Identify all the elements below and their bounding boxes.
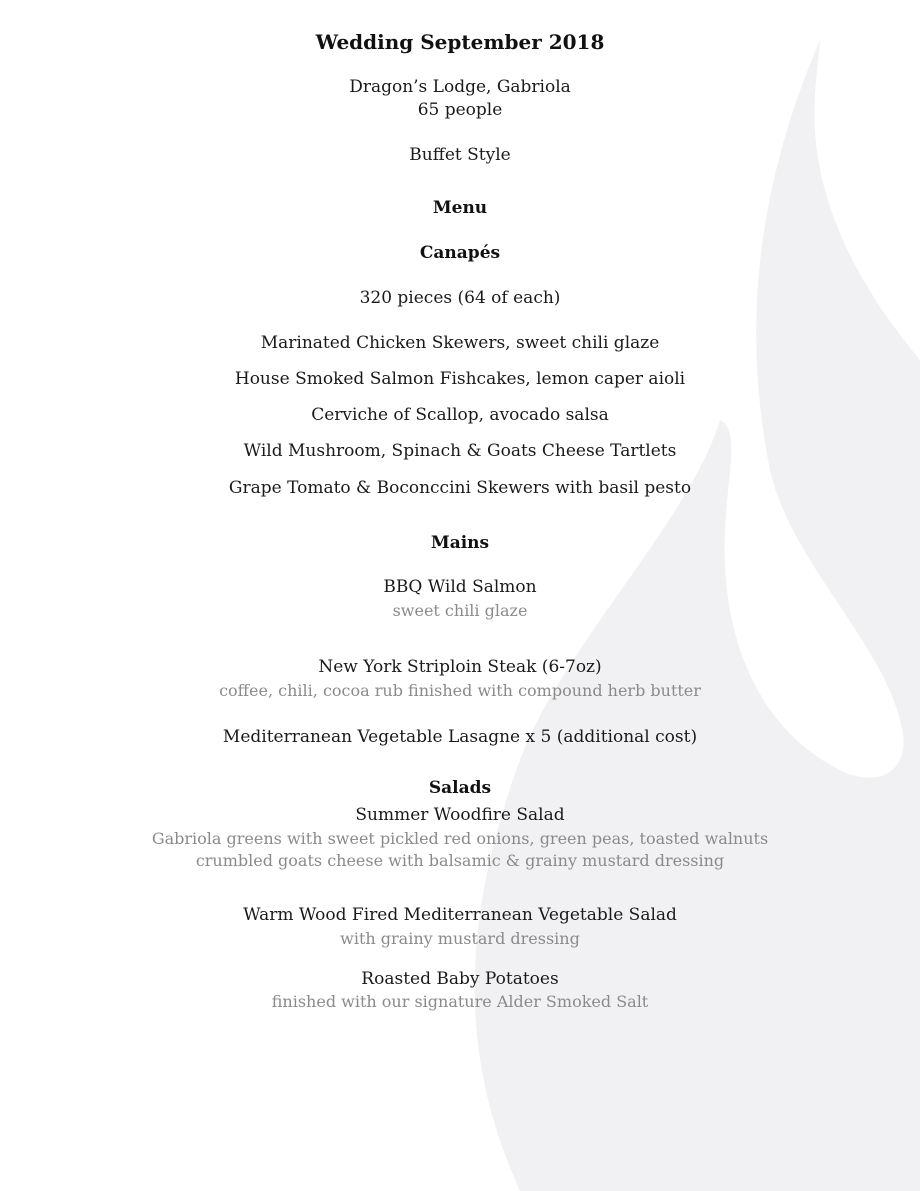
main-item-name: Mediterranean Vegetable Lasagne x 5 (additional cost) [222,727,698,747]
salad-item-name: Warm Wood Fired Mediterranean Vegetable Salad [243,905,677,925]
canape-item: Cerviche of Scallop, avocado salsa [311,405,609,425]
salad-item-description: crumbled goats cheese with balsamic & grainy mustard dressing [195,851,725,870]
venue-text: Dragon’s Lodge, Gabriola [349,77,571,97]
main-item-name: New York Striploin Steak (6-7oz) [318,657,602,677]
menu-heading: Menu [432,198,488,218]
canape-item: Grape Tomato & Boconccini Skewers with basil pesto [228,478,692,498]
canapes-heading: Canapés [419,243,501,263]
service-style-text: Buffet Style [409,145,511,165]
main-item-name: BBQ Wild Salmon [383,577,537,597]
guest-count-text: 65 people [417,100,503,120]
main-item-description: coffee, chili, cocoa rub finished with compound herb butter [219,681,701,700]
main-item-description: sweet chili glaze [392,601,528,620]
salad-item-name: Summer Woodfire Salad [355,805,565,825]
salad-item-description: Gabriola greens with sweet pickled red onions, green peas, toasted walnuts [151,829,769,848]
page-title: Wedding September 2018 [315,30,605,54]
salad-item-name: Roasted Baby Potatoes [361,969,559,989]
canape-item: Marinated Chicken Skewers, sweet chili glaze [260,333,660,353]
salads-heading: Salads [428,778,492,798]
salad-item-description: with grainy mustard dressing [340,929,580,948]
canape-item: Wild Mushroom, Spinach & Goats Cheese Tartlets [243,441,677,461]
mains-heading: Mains [430,533,490,553]
canape-item: House Smoked Salmon Fishcakes, lemon caper aioli [234,369,686,389]
canapes-quantity: 320 pieces (64 of each) [359,288,561,308]
salad-item-description: finished with our signature Alder Smoked Salt [271,992,649,1011]
